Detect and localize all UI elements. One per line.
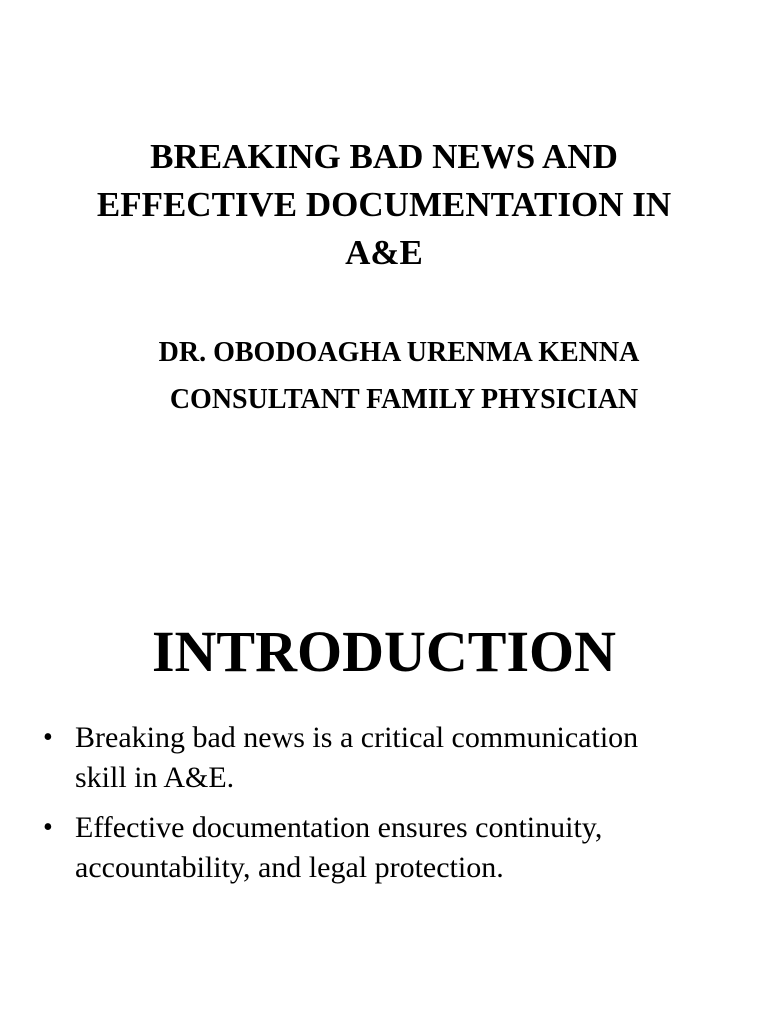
bullet-text-line: accountability, and legal protection. — [75, 851, 504, 884]
section-heading: INTRODUCTION — [151, 619, 617, 684]
title-line: BREAKING BAD NEWS AND — [150, 137, 618, 176]
bullet-text-line: Breaking bad news is a critical communication — [75, 721, 639, 754]
title-line: EFFECTIVE DOCUMENTATION IN — [96, 185, 672, 224]
presenter-name: DR. OBODOAGHA URENMA KENNA — [158, 337, 640, 368]
bullet-text-line: Effective documentation ensures continuity, — [75, 811, 603, 844]
bullet-item — [40, 808, 740, 888]
bullet-item — [40, 718, 740, 798]
bullet-list — [40, 718, 740, 898]
presentation-title — [40, 133, 728, 277]
bullet-text-line: skill in A&E. — [75, 761, 235, 794]
title-line: A&E — [345, 233, 423, 272]
bullet-icon: • — [43, 722, 53, 753]
presenter-role: CONSULTANT FAMILY PHYSICIAN — [169, 384, 639, 415]
introduction-slide — [0, 512, 768, 1024]
bullet-icon: • — [43, 812, 53, 843]
